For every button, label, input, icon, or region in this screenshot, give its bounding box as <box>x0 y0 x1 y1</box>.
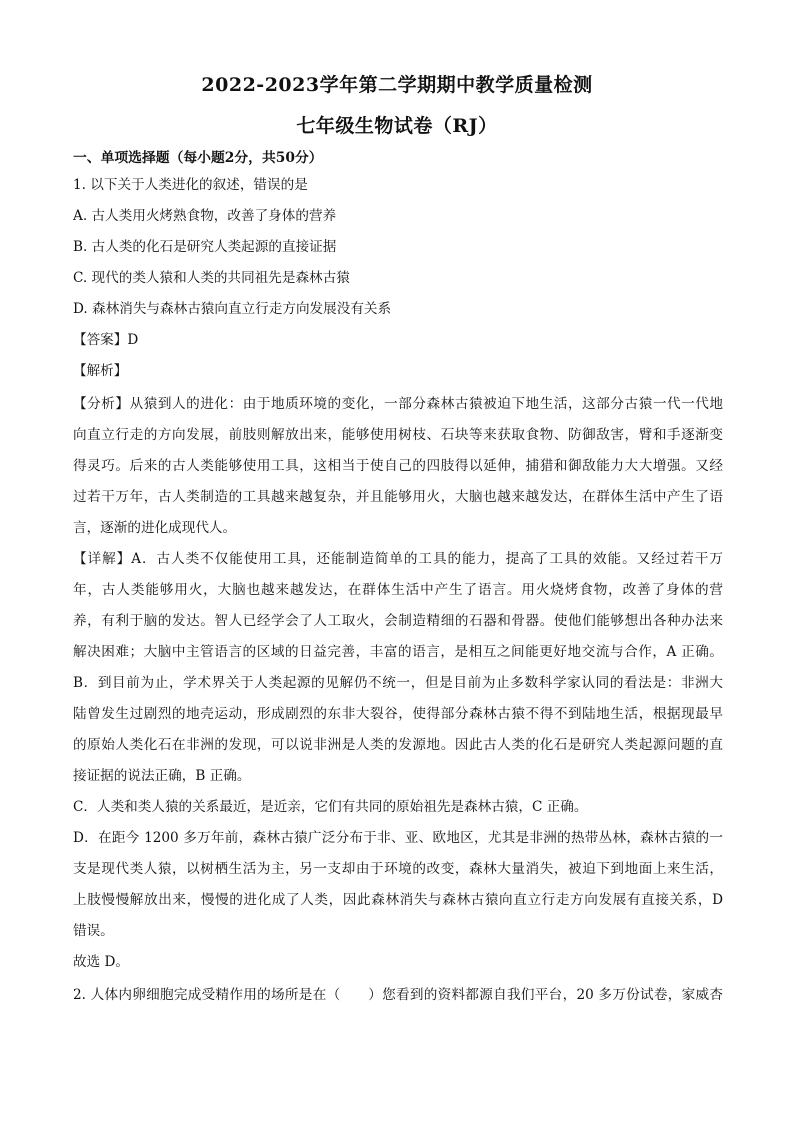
question-stem: 2. 人体内卵细胞完成受精作用的场所是在（ ）您看到的资料都源自我们平台，20 多万份试卷，家威杏 <box>73 987 723 1003</box>
answer-line: 【答案】D <box>73 332 139 348</box>
detail-line: 陆曾发生过剧烈的地壳运动，形成剧烈的东非大裂谷，使得部分森林古猿不得不到陆地生活，根据现最早 <box>73 706 723 722</box>
detail-line: 支是现代类人猿，以树栖生活为主，另一支却由于环境的改变，森林大量消失，被迫下到地面上来生活， <box>73 861 723 877</box>
detail-line: D．在距今 1200 多万年前，森林古猿广泛分布于非、亚、欧地区，尤其是非洲的热带丛林，森林古猿的一 <box>73 830 723 846</box>
question-stem: 1. 以下关于人类进化的叙述，错误的是 <box>73 177 308 193</box>
section-heading: 一、单项选择题（每小题2分，共50分） <box>73 150 323 166</box>
option-c: C. 现代的类人猿和人类的共同祖先是森林古猿 <box>73 270 350 286</box>
option-a: A. 古人类用火烤熟食物，改善了身体的营养 <box>73 208 337 224</box>
exam-title: 2022-2023学年第二学期期中教学质量检测 <box>201 74 593 96</box>
analysis-line: 【分析】从猿到人的进化：由于地质环境的变化，一部分森林古猿被迫下地生活，这部分古猿一代一代地 <box>73 396 723 412</box>
detail-line: 接证据的说法正确，B 正确。 <box>73 768 251 784</box>
detail-line: 【详解】A．古人类不仅能使用工具，还能制造简单的工具的能力，提高了工具的效能。又经过若干万 <box>73 551 723 567</box>
detail-line: B．到目前为止，学术界关于人类起源的见解仍不统一，但是目前为止多数科学家认同的看法是：非洲大 <box>73 675 723 691</box>
detail-line: 错误。 <box>73 923 114 939</box>
analysis-line: 过若干万年，古人类制造的工具越来越复杂，并且能够用火，大脑也越来越发达，在群体生活中产生了语 <box>73 489 723 505</box>
analysis-label: 【解析】 <box>73 363 128 379</box>
option-d: D. 森林消失与森林古猿向直立行走方向发展没有关系 <box>73 301 392 317</box>
analysis-line: 向直立行走的方向发展，前肢则解放出来，能够使用树枝、石块等来获取食物、防御敌害，臂和手逐渐变 <box>73 427 723 443</box>
exam-subtitle: 七年级生物试卷（RJ） <box>296 115 498 137</box>
detail-line: C．人类和类人猿的关系最近，是近亲，它们有共同的原始祖先是森林古猿，C 正确。 <box>73 799 588 815</box>
detail-line: 解决困难；大脑中主管语言的区域的日益完善，丰富的语言，是相互之间能更好地交流与合作，A 正确。 <box>73 644 723 660</box>
option-b: B. 古人类的化石是研究人类起源的直接证据 <box>73 239 337 255</box>
analysis-line: 言，逐渐的进化成现代人。 <box>73 520 237 536</box>
analysis-line: 得灵巧。后来的古人类能够使用工具，这相当于使自己的四肢得以延伸，捕猎和御敌能力大大增强。又经 <box>73 458 723 474</box>
detail-line: 年，古人类能够用火，大脑也越来越发达，在群体生活中产生了语言。用火烧烤食物，改善了身体的营 <box>73 582 723 598</box>
detail-line: 上肢慢慢解放出来，慢慢的进化成了人类，因此森林消失与森林古猿向直立行走方向发展有直接关系，D <box>73 892 723 908</box>
detail-line: 养，有利于脑的发达。智人已经学会了人工取火，会制造精细的石器和骨器。使他们能够想出各种办法来 <box>73 613 723 629</box>
detail-line: 的原始人类化石在非洲的发现，可以说非洲是人类的发源地。因此古人类的化石是研究人类起源问题的直 <box>73 737 723 753</box>
conclusion-line: 故选 D。 <box>73 954 130 970</box>
